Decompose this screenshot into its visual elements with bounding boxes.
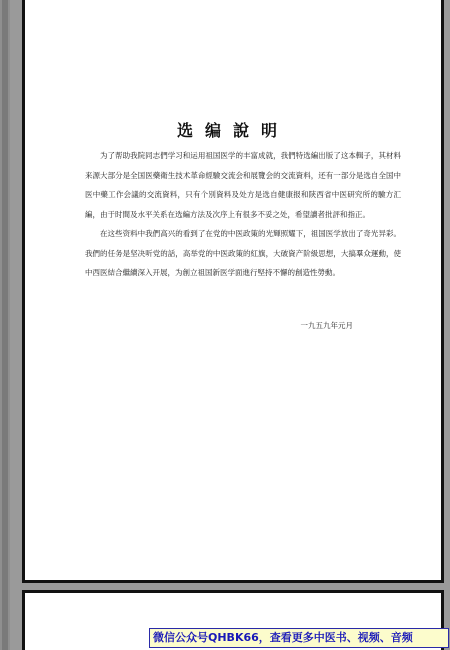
date-signature: 一九五九年元月 — [300, 321, 353, 330]
paragraph-1: 为了帮助我院同志們学习和运用祖国医学的丰富成就，我們特选編出版了这本輯子，其材料来源大部分是全国医藥衛生技术革命經驗交流会和展覽会的交流資料，还有一部分是选自全国中医中藥工作会議的交流資料，只有个別資料及处方是选自健康报和陝西省中医研究所的驗方汇編，由于时間及水平关系在选編方法及次序上有很多不妥之处，希望讀者批評和指正。 — [85, 151, 401, 219]
scrollbar-thumb[interactable] — [2, 0, 8, 650]
paragraph-2: 在这些资料中我們高兴的看到了在党的中医政策的光輝照耀下，祖国医学放出了奇光异彩。我們的任务是坚决听党的話，高举党的中医政策的紅旗，大破資产阶級思想，大搞羣众運動，使中西医結合繼續深入开展，为創立祖国新医学面進行堅持不懈的創造性勞動。 — [85, 229, 401, 277]
body-text — [85, 146, 401, 283]
scrollbar[interactable] — [0, 0, 10, 650]
watermark-banner: 微信公众号QHBK66，查看更多中医书、视频、音频 — [149, 628, 449, 648]
document-page — [22, 0, 444, 583]
page-title: 选编說明 — [176, 121, 289, 140]
